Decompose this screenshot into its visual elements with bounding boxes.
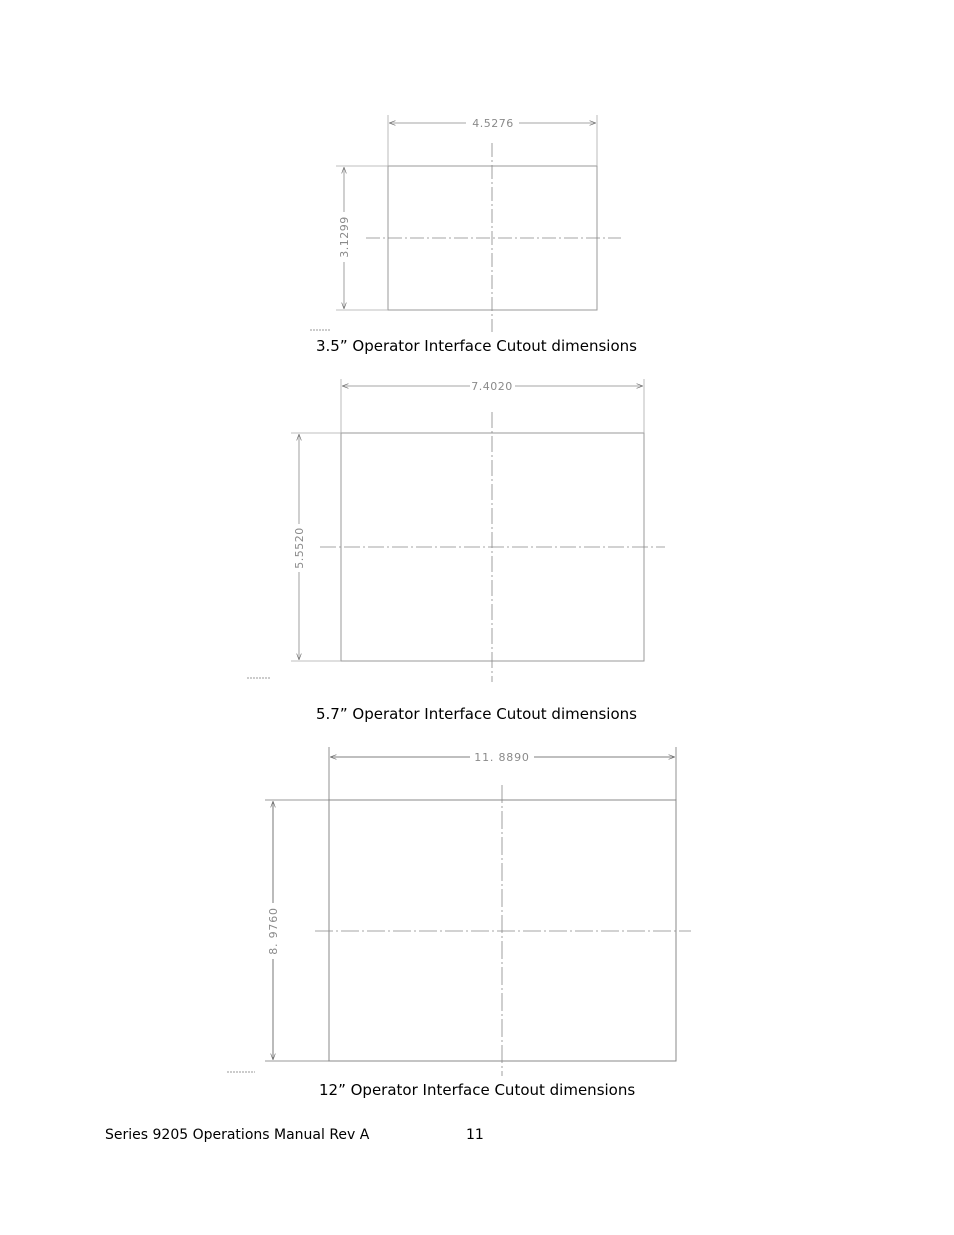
figure-caption: 5.7” Operator Interface Cutout dimensions	[316, 705, 637, 723]
height-dimension-label: 3.1299	[338, 216, 351, 258]
width-dimension-label: 11. 8890	[474, 751, 530, 764]
height-dimension-label: 8. 9760	[267, 907, 280, 955]
cutout-outline	[329, 800, 676, 1061]
figure-caption: 12” Operator Interface Cutout dimensions	[319, 1081, 636, 1099]
figure-caption: 3.5” Operator Interface Cutout dimensions	[316, 337, 637, 355]
width-dimension-label: 4.5276	[472, 117, 514, 130]
footer-manual-title: Series 9205 Operations Manual Rev A	[105, 1127, 370, 1143]
cutout-drawing-12	[227, 747, 691, 1076]
cutout-drawing-3-5	[310, 115, 621, 332]
footer-page-number: 11	[466, 1127, 484, 1143]
width-dimension-label: 7.4020	[471, 380, 513, 393]
cutout-drawing-5-7	[247, 379, 665, 682]
height-dimension-label: 5.5520	[293, 527, 306, 569]
